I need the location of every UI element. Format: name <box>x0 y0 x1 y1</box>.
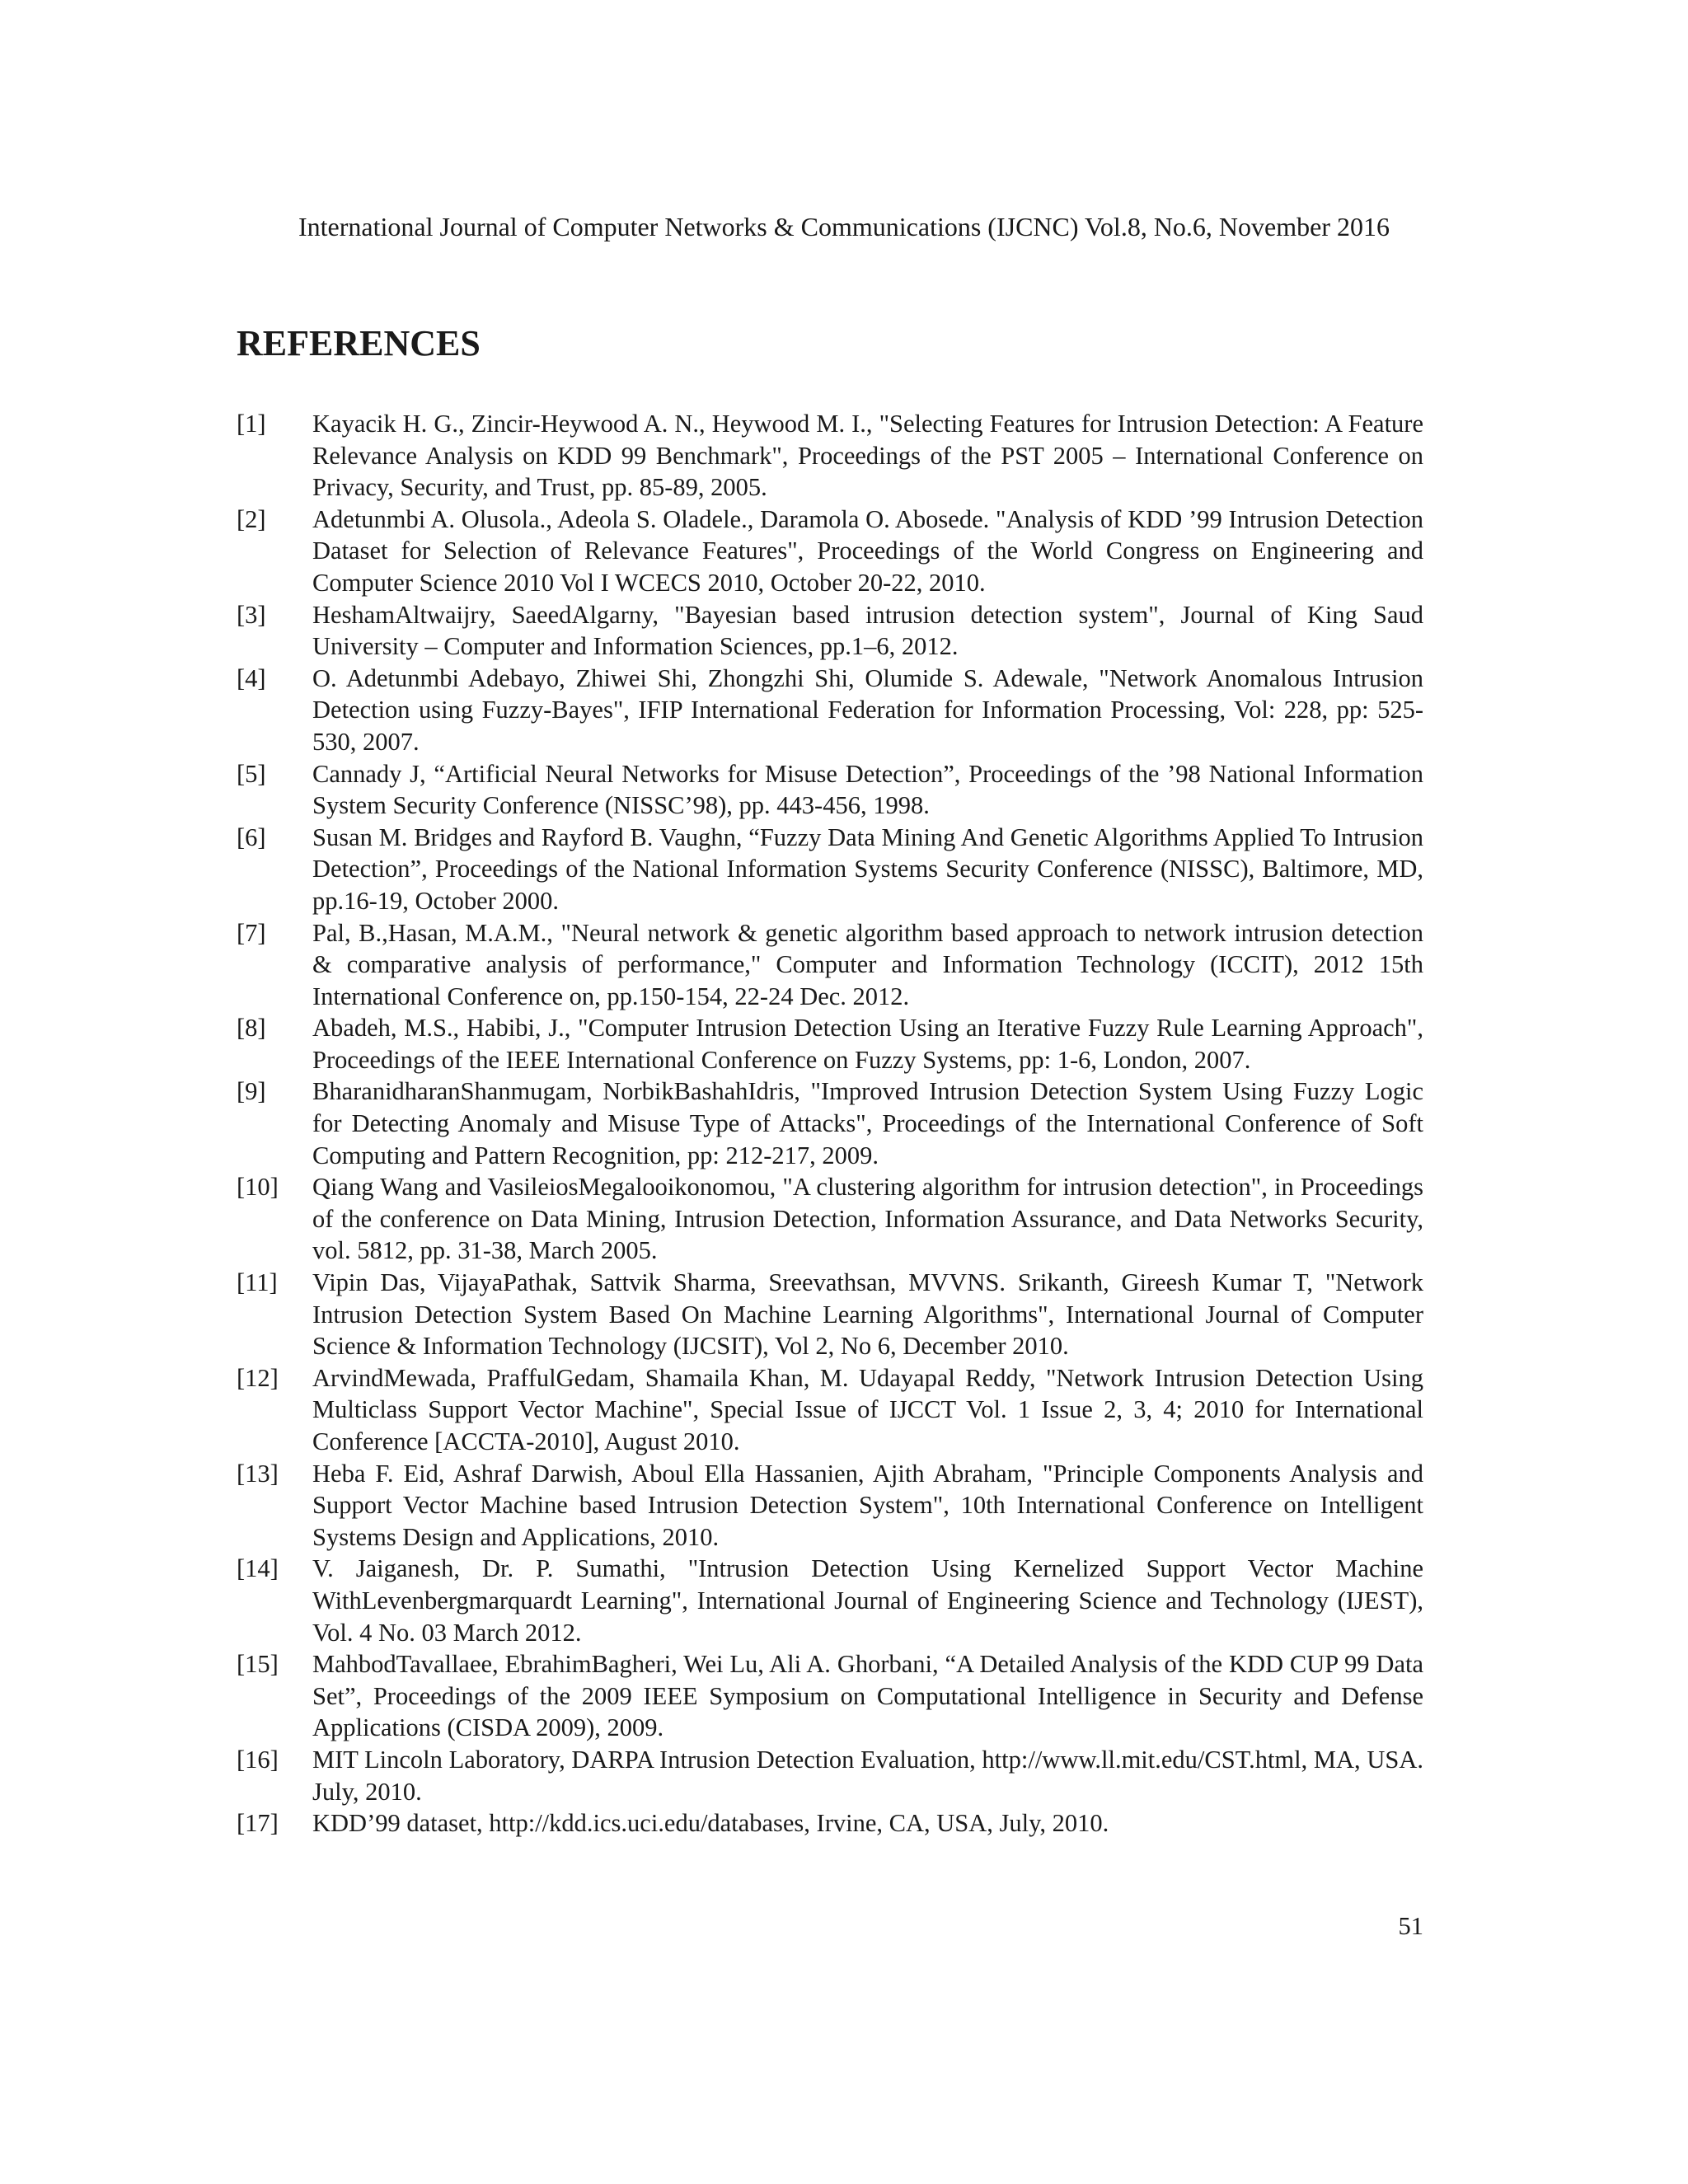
reference-item <box>237 822 1423 917</box>
reference-number: [16] <box>237 1745 279 1774</box>
reference-number: [7] <box>237 918 266 947</box>
reference-number: [5] <box>237 759 266 788</box>
reference-item <box>237 1648 1423 1744</box>
reference-text: BharanidharanShanmugam, NorbikBashahIdris, "Improved Intrusion Detection System Using Fuzzy Logic for Detecting Anomaly and Misuse Type of Attacks", Proceedings of the International Conference of Soft Computing and Pattern Recognition, pp: 212-217, 2009. <box>312 1077 1423 1169</box>
reference-number: [10] <box>237 1173 279 1202</box>
reference-number: [13] <box>237 1459 279 1488</box>
reference-item <box>237 917 1423 1013</box>
section-title: REFERENCES <box>237 323 481 363</box>
reference-item <box>237 663 1423 758</box>
reference-item <box>237 1807 1423 1840</box>
reference-text: Adetunmbi A. Olusola., Adeola S. Oladele., Daramola O. Abosede. "Analysis of KDD ’99 Intrusion Detection Dataset for Selection of Relevance Features", Proceedings of the World Congress on Engineering and Computer Science 2010 Vol I WCECS 2010, October 20-22, 2010. <box>312 504 1423 597</box>
reference-item <box>237 1012 1423 1076</box>
reference-number: [12] <box>237 1363 279 1392</box>
reference-text: Heba F. Eid, Ashraf Darwish, Aboul Ella Hassanien, Ajith Abraham, "Principle Components Analysis and Support Vector Machine based Intrusion Detection System", 10th International Conference on Intelligent Systems Design and Applications, 2010. <box>312 1459 1423 1551</box>
reference-item <box>237 1076 1423 1171</box>
reference-text: Qiang Wang and VasileiosMegalooikonomou, "A clustering algorithm for intrusion detection", in Proceedings of the conference on Data Mining, Intrusion Detection, Information Assurance, and Data Networks Security, vol. 5812, pp. 31-38, March 2005. <box>312 1173 1423 1265</box>
reference-text: Kayacik H. G., Zincir-Heywood A. N., Heywood M. I., "Selecting Features for Intrusion Detection: A Feature Relevance Analysis on KDD 99 Benchmark", Proceedings of the PST 2005 – International Conference on Privacy, Security, and Trust, pp. 85-89, 2005. <box>312 410 1423 502</box>
reference-number: [3] <box>237 600 266 629</box>
reference-text: O. Adetunmbi Adebayo, Zhiwei Shi, Zhongzhi Shi, Olumide S. Adewale, "Network Anomalous Intrusion Detection using Fuzzy-Bayes", IFIP International Federation for Information Processing, Vol: 228, pp: 525-530, 2007. <box>312 663 1423 756</box>
reference-item <box>237 1458 1423 1554</box>
reference-text: MIT Lincoln Laboratory, DARPA Intrusion Detection Evaluation, http://www.ll.mit.edu/CST.html, MA, USA. July, 2010. <box>312 1745 1423 1806</box>
reference-item <box>237 1362 1423 1458</box>
reference-number: [14] <box>237 1554 279 1583</box>
reference-text: HeshamAltwaijry, SaeedAlgarny, "Bayesian based intrusion detection system", Journal of King Saud University – Computer and Information Sciences, pp.1–6, 2012. <box>312 600 1423 661</box>
reference-item <box>237 599 1423 663</box>
reference-list <box>237 408 1423 1840</box>
reference-number: [8] <box>237 1014 266 1043</box>
reference-number: [9] <box>237 1077 266 1106</box>
reference-item <box>237 1744 1423 1807</box>
reference-number: [15] <box>237 1650 279 1679</box>
reference-number: [2] <box>237 504 266 533</box>
reference-text: Vipin Das, VijayaPathak, Sattvik Sharma, Sreevathsan, MVVNS. Srikanth, Gireesh Kumar T, "Network Intrusion Detection System Based On Machine Learning Algorithms", International Journal of Computer Science & Information Technology (IJCSIT), Vol 2, No 6, December 2010. <box>312 1268 1423 1361</box>
reference-text: KDD’99 dataset, http://kdd.ics.uci.edu/databases, Irvine, CA, USA, July, 2010. <box>312 1809 1109 1838</box>
reference-text: ArvindMewada, PraffulGedam, Shamaila Khan, M. Udayapal Reddy, "Network Intrusion Detection Using Multiclass Support Vector Machine", Special Issue of IJCCT Vol. 1 Issue 2, 3, 4; 2010 for International Conference [ACCTA-2010], August 2010. <box>312 1363 1423 1455</box>
reference-number: [11] <box>237 1268 278 1297</box>
running-header: International Journal of Computer Networks & Communications (IJCNC) Vol.8, No.6, November 2016 <box>298 212 1390 241</box>
reference-text: MahbodTavallaee, EbrahimBagheri, Wei Lu, Ali A. Ghorbani, “A Detailed Analysis of the KDD CUP 99 Data Set”, Proceedings of the 2009 IEEE Symposium on Computational Intelligence in Security and Defense Applications (CISDA 2009), 2009. <box>312 1650 1423 1742</box>
reference-text: V. Jaiganesh, Dr. P. Sumathi, "Intrusion Detection Using Kernelized Support Vector Machine WithLevenbergmarquardt Learning", International Journal of Engineering Science and Technology (IJEST), Vol. 4 No. 03 March 2012. <box>312 1554 1423 1647</box>
page-number: 51 <box>1398 1912 1423 1940</box>
reference-text: Cannady J, “Artificial Neural Networks for Misuse Detection”, Proceedings of the ’98 National Information System Security Conference (NISSC’98), pp. 443-456, 1998. <box>312 759 1423 820</box>
reference-text: Susan M. Bridges and Rayford B. Vaughn, “Fuzzy Data Mining And Genetic Algorithms Applied To Intrusion Detection”, Proceedings of the National Information Systems Security Conference (NISSC), Baltimore, MD, pp.16-19, October 2000. <box>312 823 1423 915</box>
reference-text: Abadeh, M.S., Habibi, J., "Computer Intrusion Detection Using an Iterative Fuzzy Rule Learning Approach", Proceedings of the IEEE International Conference on Fuzzy Systems, pp: 1-6, London, 2007. <box>312 1014 1423 1074</box>
reference-item <box>237 504 1423 599</box>
reference-item <box>237 1171 1423 1267</box>
reference-item <box>237 408 1423 504</box>
reference-number: [1] <box>237 410 266 438</box>
reference-number: [6] <box>237 823 266 851</box>
reference-number: [17] <box>237 1809 279 1838</box>
reference-item <box>237 758 1423 822</box>
reference-item <box>237 1553 1423 1648</box>
reference-text: Pal, B.,Hasan, M.A.M., "Neural network & genetic algorithm based approach to network intrusion detection & comparative analysis of performance," Computer and Information Technology (ICCIT), 2012 15th International Conference on, pp.150-154, 22-24 Dec. 2012. <box>312 918 1423 1010</box>
reference-number: [4] <box>237 663 266 692</box>
reference-item <box>237 1267 1423 1362</box>
